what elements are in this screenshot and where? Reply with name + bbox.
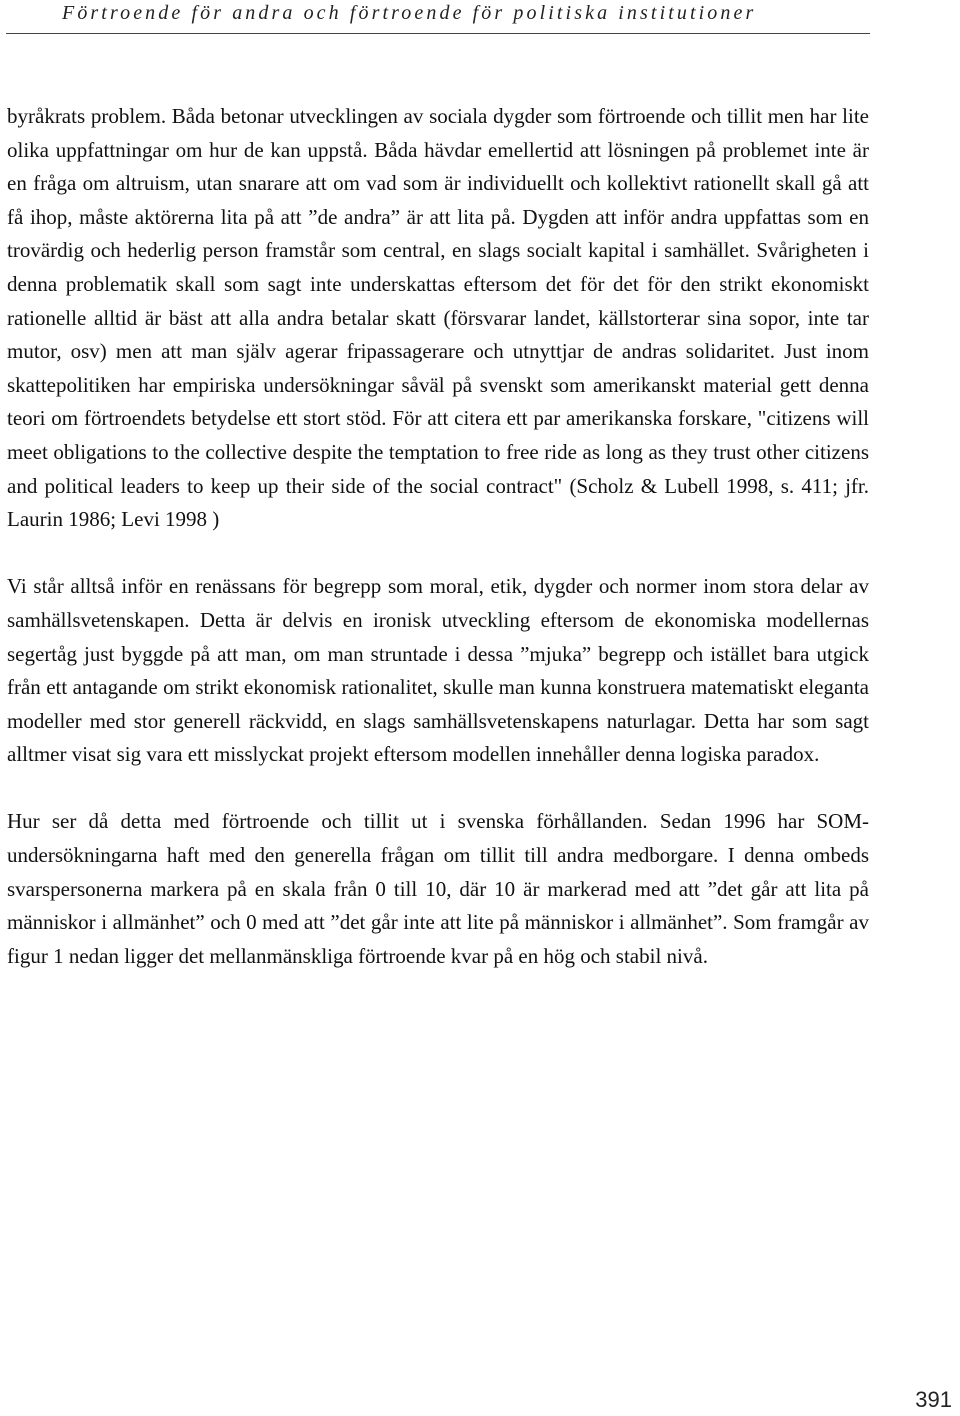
body-text bbox=[7, 100, 869, 1007]
paragraph-2: Vi står alltså inför en renässans för begrepp som moral, etik, dygder och normer inom stora delar av samhällsvetenskapen. Detta är delvis en ironisk utveckling eftersom de ekonomiska modellernas segertåg just byggde på att man, om man struntade i dessa ”mjuka” begrepp och istället bara utgick från ett antagande om strikt ekonomisk rationalitet, skulle man kunna konstruera matematiskt eleganta modeller med stor generell räckvidd, en slags samhällsvetenskapens naturlagar. Detta har som sagt alltmer visat sig vara ett misslyckat projekt eftersom modellen innehåller denna logiska paradox. bbox=[7, 574, 869, 767]
paragraph-1: byråkrats problem. Båda betonar utvecklingen av sociala dygder som förtroende och tillit men har lite olika uppfattningar om hur de kan uppstå. Båda hävdar emellertid att lösningen på problemet inte är en fråga om altruism, utan snarare att om vad som är individuellt och kollektivt rationellt skall gå att få ihop, måste aktörerna lita på att ”de andra” är att lita på. Dygden att inför andra uppfattas som en trovärdig och hederlig person framstår som central, en slags socialt kapital i samhället. Svårigheten i denna problematik skall som sagt inte underskattas eftersom det för det för den strikt ekonomiskt rationelle alltid är bäst att alla andra betalar skatt (försvarar landet, källstorterar sina sopor, inte tar mutor, osv) men att man själv agerar fripassagerare och utnyttjar de andras solidaritet. Just inom skattepolitiken har empiriska undersökningar såväl på svenskt som amerikanskt material gett denna teori om förtroendets betydelse ett stort stöd. För att citera ett par amerikanska forskare, "citizens will meet obligations to the collective despite the temptation to free ride as long as they trust other citizens and political leaders to keep up their side of the social contract" (Scholz & Lubell 1998, s. 411; jfr. Laurin 1986; Levi 1998 ) bbox=[7, 104, 869, 532]
page-number: 391 bbox=[915, 1387, 952, 1412]
paragraph-3: Hur ser då detta med förtroende och tillit ut i svenska förhållanden. Sedan 1996 har SOM-undersökningarna haft med den generella frågan om tillit till andra medborgare. I denna ombeds svarspersonerna markera på en skala från 0 till 10, där 10 är markerad med att ”det går att lita på människor i allmänhet” och 0 med att ”det går inte att lite på människor i allmänhet”. Som framgår av figur 1 nedan ligger det mellanmänskliga förtroende kvar på en hög och stabil nivå. bbox=[7, 809, 869, 968]
running-header: Förtroende för andra och förtroende för politiska institutioner bbox=[62, 2, 757, 24]
header-divider bbox=[6, 33, 870, 34]
